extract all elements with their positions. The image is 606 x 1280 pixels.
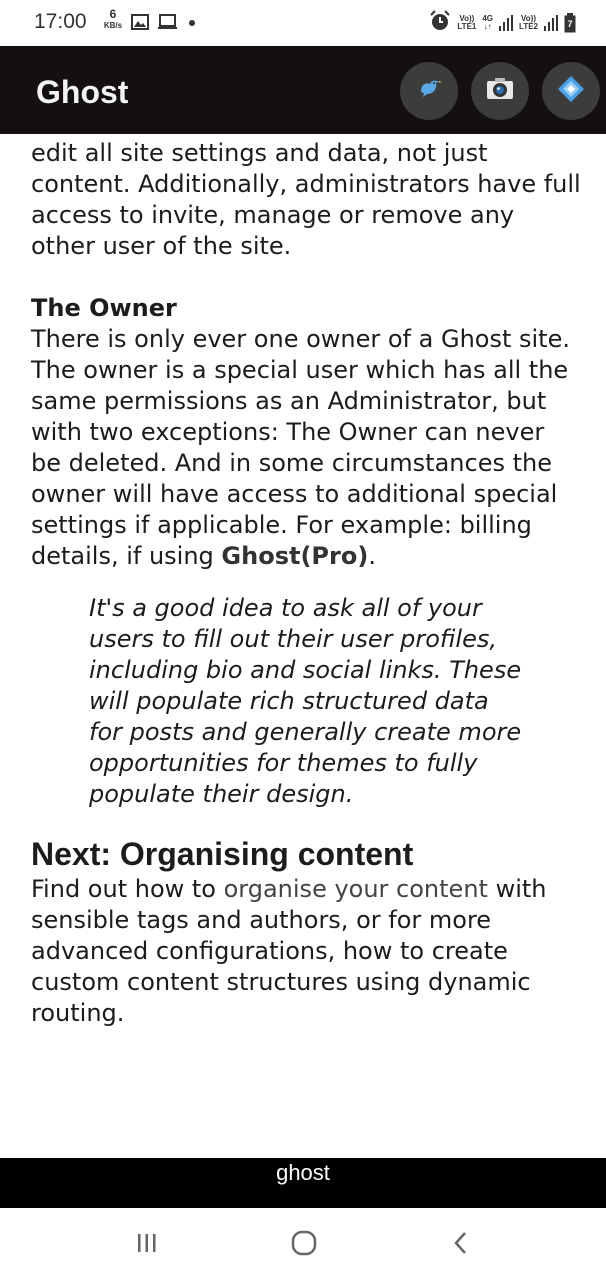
owner-text-end: . <box>368 542 376 570</box>
sim1-volte-label: Vo)) <box>459 14 475 23</box>
sim1-lte-label: LTE1 <box>457 22 477 31</box>
owner-text: There is only ever one owner of a Ghost site. The owner is a special user which has all the same permissions as an Administrator, but with two exceptions: The Owner can never be deleted. And in some circumstances the owner will have access to additional special settings if applicable. For example: billing details, if using <box>31 325 570 570</box>
footer-label: ghost <box>276 1160 330 1185</box>
sim2-lte-label: LTE2 <box>519 22 538 31</box>
network-speed <box>100 7 126 30</box>
sim2-signal-icon <box>544 15 558 31</box>
admin-paragraph-rest: Additionally, administrators have full access to invite, manage or remove any other user of the site. <box>31 170 581 260</box>
footer-bar <box>0 1158 606 1208</box>
network-type <box>482 15 493 31</box>
screen-cast-icon <box>158 13 178 36</box>
status-right-icons <box>429 10 576 36</box>
article-content <box>31 138 581 1029</box>
recent-apps-button[interactable] <box>127 1230 167 1260</box>
notification-dot-icon <box>189 20 195 26</box>
alarm-icon <box>429 10 451 37</box>
system-nav-bar <box>0 1208 606 1280</box>
camera-icon <box>485 76 515 106</box>
status-bar <box>0 0 606 46</box>
gallery-icon <box>131 13 149 36</box>
ghost-pro-link[interactable]: Ghost(Pro) <box>221 542 369 570</box>
status-time: 17:00 <box>34 10 87 33</box>
next-heading: Next: Organising content <box>31 836 414 872</box>
sim2-label <box>519 15 538 31</box>
organise-content-link[interactable]: organise your content <box>223 875 488 903</box>
battery-icon <box>564 13 576 33</box>
owner-section <box>31 293 581 572</box>
home-icon <box>290 1229 318 1261</box>
diamond-button[interactable] <box>542 62 600 120</box>
home-button[interactable] <box>284 1230 324 1260</box>
app-title: Ghost <box>36 74 129 110</box>
diamond-icon <box>557 75 585 107</box>
bird-icon <box>415 75 443 107</box>
back-icon <box>451 1230 471 1260</box>
admin-paragraph <box>31 138 581 262</box>
owner-heading: The Owner <box>31 294 177 322</box>
network-speed-value: 6 <box>109 7 117 21</box>
sim1-signal-icon <box>499 15 513 31</box>
next-text-before: Find out how to <box>31 875 224 903</box>
network-speed-unit: KB/s <box>103 21 123 30</box>
sim1-label <box>457 15 476 31</box>
recent-apps-icon <box>135 1232 159 1258</box>
next-paragraph <box>31 874 581 1029</box>
back-button[interactable] <box>441 1230 481 1260</box>
data-arrows-icon: ↓↑ <box>483 22 492 31</box>
next-text-after: with sensible tags and authors, or for more advanced configurations, how to create custom content structures using dynamic routing. <box>31 875 547 1027</box>
admin-paragraph-line1: edit all site settings and data, not just content. <box>31 139 488 198</box>
battery-level: 7 <box>567 19 573 29</box>
network-type-label: 4G <box>482 14 494 23</box>
tip-blockquote: It's a good idea to ask all of your users to fill out their user profiles, including bio and social links. These will populate rich structured data for posts and generally create more opportunities for themes to fully populate their design. <box>89 594 522 808</box>
app-bar <box>0 46 606 134</box>
camera-button[interactable] <box>471 62 529 120</box>
bird-button[interactable] <box>400 62 458 120</box>
sim2-volte-label: Vo)) <box>521 14 536 23</box>
